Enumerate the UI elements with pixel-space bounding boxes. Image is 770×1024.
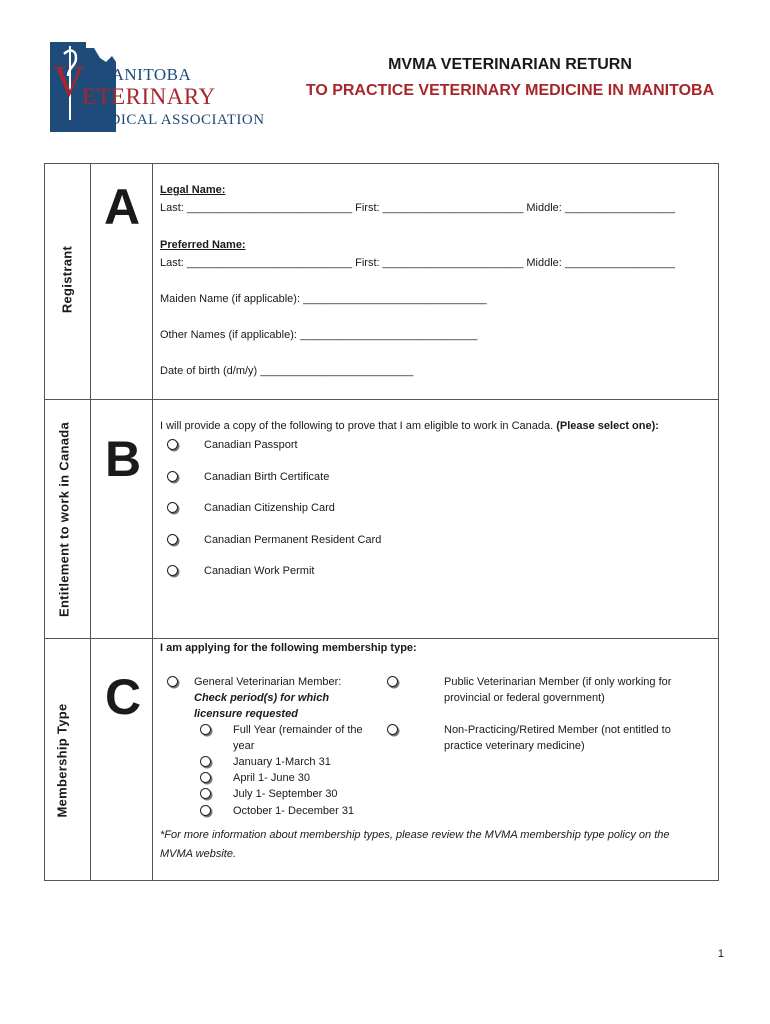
svg-text:V: V: [53, 57, 85, 106]
checkbox-full-year[interactable]: [200, 724, 211, 735]
page-number: 1: [717, 948, 724, 960]
section-c-side-label: Membership Type: [54, 703, 70, 818]
non-practicing-line2: practice veterinary medicine): [444, 740, 585, 752]
section-a-letter: A: [104, 179, 141, 235]
check-periods-line2: licensure requested: [194, 708, 298, 720]
maiden-name-field[interactable]: Maiden Name (if applicable): ______________________________: [160, 293, 487, 305]
legal-name-label: Legal Name:: [160, 184, 226, 196]
svg-text:MANITOBA: MANITOBA: [96, 65, 192, 84]
section-b-intro: I will provide a copy of the following to prove that I am eligible to work in Canada. (Please select one):: [160, 420, 659, 432]
option-birth-certificate: Canadian Birth Certificate: [204, 471, 330, 483]
column-divider-1: [90, 163, 91, 881]
mvma-logo: [46, 40, 278, 134]
checkbox-jul-sep[interactable]: [200, 788, 211, 799]
form-table: [44, 163, 719, 881]
radio-canadian-passport[interactable]: [167, 439, 178, 450]
footnote-line1: *For more information about membership types, please review the MVMA membership type policy on the: [160, 829, 670, 841]
check-periods-line1: Check period(s) for which: [194, 692, 330, 704]
section-c-intro: I am applying for the following membership type:: [160, 642, 417, 654]
radio-birth-certificate[interactable]: [167, 471, 178, 482]
public-veterinarian-line1: Public Veterinarian Member (if only working for: [444, 676, 672, 688]
checkbox-oct-dec[interactable]: [200, 805, 211, 816]
period-apr-jun: April 1- June 30: [233, 772, 311, 784]
option-citizenship-card: Canadian Citizenship Card: [204, 502, 335, 514]
option-permanent-resident-card: Canadian Permanent Resident Card: [204, 534, 382, 546]
option-work-permit: Canadian Work Permit: [204, 565, 315, 577]
checkbox-jan-mar[interactable]: [200, 756, 211, 767]
column-divider-2: [152, 163, 153, 881]
section-a-side-label: Registrant: [59, 245, 75, 314]
section-c-letter: C: [105, 669, 142, 725]
legal-name-fields[interactable]: Last: ___________________________ First: _______________________ Middle: __________________: [160, 202, 676, 214]
period-oct-dec: October 1- December 31: [233, 805, 355, 817]
section-b-letter: B: [105, 431, 142, 487]
radio-citizenship-card[interactable]: [167, 502, 178, 513]
radio-work-permit[interactable]: [167, 565, 178, 576]
svg-text:MEDICAL ASSOCIATION: MEDICAL ASSOCIATION: [86, 112, 265, 128]
non-practicing-line1: Non-Practicing/Retired Member (not entitled to: [444, 724, 671, 736]
manitoba-map-logo-icon: [46, 40, 278, 134]
form-title: MVMA VETERINARIAN RETURN: [388, 56, 632, 73]
preferred-name-label: Preferred Name:: [160, 239, 246, 251]
general-veterinarian-label: General Veterinarian Member:: [194, 676, 342, 688]
period-jan-mar: January 1-March 31: [233, 756, 331, 768]
date-of-birth-field[interactable]: Date of birth (d/m/y) _________________________: [160, 365, 414, 377]
radio-non-practicing[interactable]: [387, 724, 398, 735]
row-divider-ab: [44, 399, 719, 400]
checkbox-apr-jun[interactable]: [200, 772, 211, 783]
period-full-year-line2: year: [233, 740, 255, 752]
form-subtitle: TO PRACTICE VETERINARY MEDICINE IN MANITOBA: [305, 82, 715, 99]
section-b-side-label: Entitlement to work in Canada: [56, 421, 72, 618]
radio-public-veterinarian[interactable]: [387, 676, 398, 687]
footnote-line2: MVMA website.: [160, 848, 237, 860]
public-veterinarian-line2: provincial or federal government): [444, 692, 605, 704]
row-divider-bc: [44, 638, 719, 639]
option-canadian-passport: Canadian Passport: [204, 439, 298, 451]
period-full-year-line1: Full Year (remainder of the: [233, 724, 363, 736]
svg-text:ETERINARY: ETERINARY: [82, 84, 216, 109]
period-jul-sep: July 1- September 30: [233, 788, 338, 800]
radio-general-veterinarian[interactable]: [167, 676, 178, 687]
radio-permanent-resident-card[interactable]: [167, 534, 178, 545]
other-names-field[interactable]: Other Names (if applicable): _____________________________: [160, 329, 478, 341]
preferred-name-fields[interactable]: Last: ___________________________ First: _______________________ Middle: __________________: [160, 257, 676, 269]
